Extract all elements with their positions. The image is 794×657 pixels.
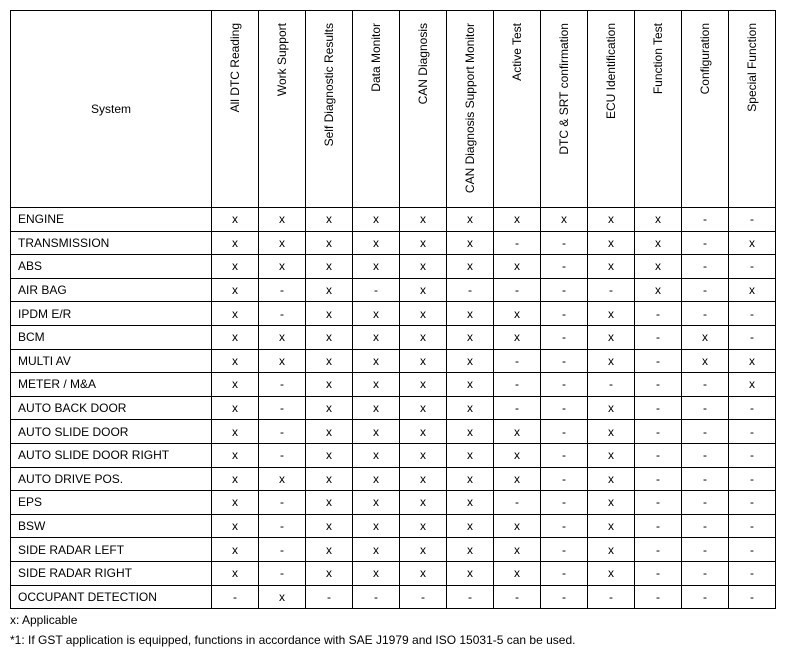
system-name-cell: ABS (11, 255, 212, 279)
table-row (11, 325, 776, 349)
applicability-cell: x (212, 443, 259, 467)
applicability-cell: x (635, 278, 682, 302)
applicability-cell: - (729, 585, 776, 609)
applicability-cell: - (447, 278, 494, 302)
table-row (11, 373, 776, 397)
applicability-cell: x (494, 420, 541, 444)
applicability-cell: - (259, 561, 306, 585)
applicability-cell: - (541, 278, 588, 302)
system-name-cell: AUTO DRIVE POS. (11, 467, 212, 491)
applicability-cell: x (588, 302, 635, 326)
applicability-cell: x (353, 349, 400, 373)
applicability-cell: x (447, 208, 494, 232)
applicability-cell: x (353, 231, 400, 255)
function-column-label: Function Test (651, 23, 665, 95)
applicability-cell: x (447, 443, 494, 467)
applicability-cell: x (635, 208, 682, 232)
applicability-cell: x (353, 538, 400, 562)
applicability-cell: - (635, 514, 682, 538)
applicability-cell: - (494, 278, 541, 302)
applicability-cell: - (729, 443, 776, 467)
table-row (11, 255, 776, 279)
applicability-cell: - (729, 467, 776, 491)
applicability-cell: x (259, 325, 306, 349)
applicability-cell: - (682, 231, 729, 255)
applicability-cell: x (306, 561, 353, 585)
applicability-cell: x (306, 538, 353, 562)
applicability-cell: x (400, 231, 447, 255)
header-row (11, 11, 776, 208)
applicability-cell: - (259, 396, 306, 420)
table-row (11, 396, 776, 420)
applicability-cell: x (729, 231, 776, 255)
applicability-cell: x (447, 255, 494, 279)
applicability-cell: x (306, 302, 353, 326)
table-row (11, 349, 776, 373)
function-column-header (400, 11, 447, 208)
applicability-cell: - (494, 373, 541, 397)
applicability-cell: x (212, 491, 259, 515)
table-row (11, 208, 776, 232)
applicability-cell: x (588, 491, 635, 515)
applicability-cell: - (682, 302, 729, 326)
applicability-cell: - (588, 585, 635, 609)
applicability-cell: - (682, 585, 729, 609)
applicability-cell: x (306, 514, 353, 538)
applicability-cell: - (635, 585, 682, 609)
applicability-cell: x (400, 514, 447, 538)
applicability-cell: x (494, 538, 541, 562)
applicability-cell: x (353, 443, 400, 467)
applicability-cell: - (541, 443, 588, 467)
applicability-cell: x (400, 302, 447, 326)
applicability-cell: - (635, 302, 682, 326)
applicability-cell: - (541, 255, 588, 279)
diagnosis-function-table (10, 10, 776, 609)
applicability-cell: x (353, 325, 400, 349)
applicability-cell: x (447, 514, 494, 538)
system-column-header: System (11, 11, 212, 208)
applicability-cell: x (353, 467, 400, 491)
applicability-cell: - (729, 561, 776, 585)
applicability-cell: - (447, 585, 494, 609)
applicability-cell: x (212, 396, 259, 420)
function-column-header (682, 11, 729, 208)
applicability-cell: - (729, 325, 776, 349)
applicability-cell: x (212, 538, 259, 562)
applicability-cell: x (259, 208, 306, 232)
system-name-cell: METER / M&A (11, 373, 212, 397)
system-name-cell: EPS (11, 491, 212, 515)
applicability-cell: - (635, 420, 682, 444)
applicability-cell: x (400, 467, 447, 491)
applicability-cell: - (259, 443, 306, 467)
applicability-cell: x (447, 467, 494, 491)
function-column-header (729, 11, 776, 208)
applicability-cell: - (729, 208, 776, 232)
applicability-cell: x (306, 349, 353, 373)
applicability-cell: x (494, 443, 541, 467)
applicability-cell: x (588, 467, 635, 491)
applicability-cell: - (682, 278, 729, 302)
applicability-cell: x (306, 396, 353, 420)
applicability-cell: x (400, 349, 447, 373)
applicability-cell: x (447, 420, 494, 444)
applicability-cell: - (682, 255, 729, 279)
applicability-cell: x (588, 255, 635, 279)
applicability-cell: - (729, 302, 776, 326)
system-name-cell: OCCUPANT DETECTION (11, 585, 212, 609)
table-row (11, 538, 776, 562)
applicability-cell: x (588, 561, 635, 585)
applicability-cell: - (541, 396, 588, 420)
applicability-cell: - (259, 420, 306, 444)
applicability-cell: x (400, 278, 447, 302)
applicability-cell: - (635, 561, 682, 585)
table-row (11, 491, 776, 515)
applicability-cell: - (212, 585, 259, 609)
applicability-cell: x (400, 420, 447, 444)
applicability-cell: - (635, 443, 682, 467)
applicability-cell: - (259, 514, 306, 538)
applicability-cell: x (494, 514, 541, 538)
applicability-cell: - (541, 491, 588, 515)
applicability-cell: - (541, 538, 588, 562)
system-name-cell: MULTI AV (11, 349, 212, 373)
applicability-cell: x (729, 278, 776, 302)
applicability-cell: x (353, 208, 400, 232)
table-row (11, 278, 776, 302)
applicability-cell: x (212, 255, 259, 279)
applicability-cell: - (306, 585, 353, 609)
applicability-cell: - (682, 561, 729, 585)
function-column-header (306, 11, 353, 208)
applicability-cell: x (306, 420, 353, 444)
applicability-cell: x (306, 373, 353, 397)
applicability-cell: - (682, 538, 729, 562)
applicability-cell: x (400, 255, 447, 279)
applicability-cell: - (259, 302, 306, 326)
applicability-cell: x (635, 231, 682, 255)
applicability-cell: x (306, 467, 353, 491)
applicability-cell: x (212, 373, 259, 397)
applicability-cell: x (353, 396, 400, 420)
applicability-cell: x (400, 373, 447, 397)
applicability-cell: - (635, 396, 682, 420)
applicability-cell: x (494, 467, 541, 491)
applicability-cell: x (353, 514, 400, 538)
applicability-cell: x (400, 538, 447, 562)
applicability-cell: x (588, 443, 635, 467)
applicability-cell: - (682, 420, 729, 444)
applicability-cell: x (494, 255, 541, 279)
applicability-cell: x (306, 208, 353, 232)
applicability-cell: x (588, 349, 635, 373)
applicability-cell: - (541, 467, 588, 491)
function-column-label: Special Function (745, 23, 759, 112)
applicability-cell: - (541, 349, 588, 373)
applicability-cell: x (400, 561, 447, 585)
function-column-label: DTC & SRT confirmation (557, 23, 571, 155)
applicability-cell: - (353, 585, 400, 609)
function-column-header (588, 11, 635, 208)
applicability-cell: - (682, 373, 729, 397)
applicability-cell: x (306, 255, 353, 279)
applicability-cell: x (400, 443, 447, 467)
applicability-cell: - (729, 255, 776, 279)
applicability-cell: x (259, 467, 306, 491)
applicability-cell: x (447, 491, 494, 515)
function-column-label: All DTC Reading (228, 23, 242, 113)
applicability-cell: - (541, 373, 588, 397)
system-name-cell: AUTO SLIDE DOOR (11, 420, 212, 444)
applicability-cell: x (447, 325, 494, 349)
applicability-cell: x (447, 561, 494, 585)
applicability-cell: x (588, 538, 635, 562)
applicability-cell: x (212, 467, 259, 491)
applicability-cell: x (447, 538, 494, 562)
function-column-header (353, 11, 400, 208)
applicability-cell: - (635, 538, 682, 562)
applicability-cell: - (588, 373, 635, 397)
applicability-cell: x (259, 349, 306, 373)
applicability-cell: x (212, 325, 259, 349)
applicability-cell: - (494, 491, 541, 515)
system-name-cell: SIDE RADAR LEFT (11, 538, 212, 562)
applicability-cell: x (447, 373, 494, 397)
applicability-cell: - (259, 373, 306, 397)
applicability-cell: x (306, 443, 353, 467)
applicability-cell: x (212, 208, 259, 232)
applicability-cell: - (259, 538, 306, 562)
applicability-cell: x (353, 561, 400, 585)
applicability-cell: - (635, 373, 682, 397)
applicability-cell: - (682, 396, 729, 420)
applicability-cell: x (494, 208, 541, 232)
applicability-cell: - (682, 514, 729, 538)
system-name-cell: ENGINE (11, 208, 212, 232)
applicability-cell: x (588, 208, 635, 232)
function-column-label: CAN Diagnosis (416, 23, 430, 105)
system-name-cell: AIR BAG (11, 278, 212, 302)
applicability-cell: x (259, 585, 306, 609)
table-row (11, 420, 776, 444)
applicability-cell: x (447, 231, 494, 255)
applicability-cell: x (400, 396, 447, 420)
applicability-cell: x (588, 325, 635, 349)
function-column-header (541, 11, 588, 208)
applicability-cell: x (212, 302, 259, 326)
applicability-cell: - (635, 325, 682, 349)
function-column-header (447, 11, 494, 208)
applicability-cell: - (682, 491, 729, 515)
system-name-cell: BSW (11, 514, 212, 538)
system-name-cell: BCM (11, 325, 212, 349)
applicability-cell: x (541, 208, 588, 232)
applicability-cell: x (729, 373, 776, 397)
applicability-cell: - (259, 491, 306, 515)
applicability-cell: x (212, 514, 259, 538)
applicability-cell: - (541, 302, 588, 326)
applicability-cell: x (353, 255, 400, 279)
applicability-cell: - (729, 396, 776, 420)
applicability-cell: x (212, 231, 259, 255)
applicability-cell: - (541, 325, 588, 349)
function-column-label: Active Test (510, 23, 524, 81)
applicability-cell: x (494, 325, 541, 349)
applicability-cell: x (212, 420, 259, 444)
applicability-cell: x (400, 208, 447, 232)
applicability-cell: x (306, 278, 353, 302)
applicability-cell: x (306, 231, 353, 255)
applicability-cell: x (353, 420, 400, 444)
table-row (11, 443, 776, 467)
applicability-cell: x (447, 349, 494, 373)
table-row (11, 231, 776, 255)
applicability-cell: x (588, 231, 635, 255)
applicability-cell: - (494, 349, 541, 373)
applicability-cell: - (729, 514, 776, 538)
applicability-cell: - (541, 585, 588, 609)
system-name-cell: SIDE RADAR RIGHT (11, 561, 212, 585)
applicability-cell: x (400, 491, 447, 515)
footnote: *1: If GST application is equipped, functions in accordance with SAE J1979 and ISO 15031-5 can be used. (10, 633, 576, 647)
applicability-cell: x (353, 491, 400, 515)
function-column-label: ECU Identification (604, 23, 618, 120)
applicability-cell: x (353, 373, 400, 397)
table-row (11, 561, 776, 585)
system-name-cell: AUTO SLIDE DOOR RIGHT (11, 443, 212, 467)
applicability-cell: x (353, 302, 400, 326)
function-column-header (635, 11, 682, 208)
applicability-cell: x (212, 561, 259, 585)
applicability-cell: - (588, 278, 635, 302)
applicability-cell: x (588, 514, 635, 538)
applicability-cell: x (306, 491, 353, 515)
table-row (11, 302, 776, 326)
applicability-cell: - (635, 467, 682, 491)
system-name-cell: TRANSMISSION (11, 231, 212, 255)
table-row (11, 467, 776, 491)
applicability-cell: - (635, 349, 682, 373)
function-column-header (212, 11, 259, 208)
system-name-cell: AUTO BACK DOOR (11, 396, 212, 420)
table-row (11, 514, 776, 538)
applicability-cell: x (400, 325, 447, 349)
applicability-cell: - (259, 278, 306, 302)
applicability-cell: x (447, 396, 494, 420)
applicability-cell: - (400, 585, 447, 609)
legend-note: x: Applicable (10, 613, 78, 627)
applicability-cell: x (306, 325, 353, 349)
applicability-cell: - (729, 491, 776, 515)
applicability-cell: - (541, 514, 588, 538)
applicability-cell: x (682, 349, 729, 373)
applicability-cell: - (494, 585, 541, 609)
applicability-cell: - (682, 208, 729, 232)
applicability-cell: x (729, 349, 776, 373)
applicability-cell: - (494, 396, 541, 420)
applicability-cell: x (259, 231, 306, 255)
applicability-cell: - (729, 420, 776, 444)
applicability-cell: x (447, 302, 494, 326)
function-column-label: Data Monitor (369, 23, 383, 92)
function-column-label: Configuration (698, 23, 712, 95)
function-column-label: Self Diagnostic Results (322, 23, 336, 147)
function-column-label: Work Support (275, 23, 289, 97)
function-column-header (259, 11, 306, 208)
applicability-cell: x (212, 349, 259, 373)
applicability-cell: - (682, 443, 729, 467)
applicability-cell: - (729, 538, 776, 562)
applicability-cell: x (494, 561, 541, 585)
applicability-cell: - (353, 278, 400, 302)
system-name-cell: IPDM E/R (11, 302, 212, 326)
applicability-cell: x (588, 396, 635, 420)
applicability-cell: x (259, 255, 306, 279)
applicability-cell: x (212, 278, 259, 302)
applicability-cell: - (541, 561, 588, 585)
function-column-header (494, 11, 541, 208)
function-column-label: CAN Diagnosis Support Monitor (463, 23, 477, 194)
applicability-cell: - (494, 231, 541, 255)
applicability-cell: - (682, 467, 729, 491)
table-row (11, 585, 776, 609)
applicability-cell: - (541, 420, 588, 444)
applicability-cell: x (682, 325, 729, 349)
applicability-cell: - (635, 491, 682, 515)
applicability-cell: x (635, 255, 682, 279)
applicability-cell: x (494, 302, 541, 326)
applicability-cell: x (588, 420, 635, 444)
applicability-cell: - (541, 231, 588, 255)
